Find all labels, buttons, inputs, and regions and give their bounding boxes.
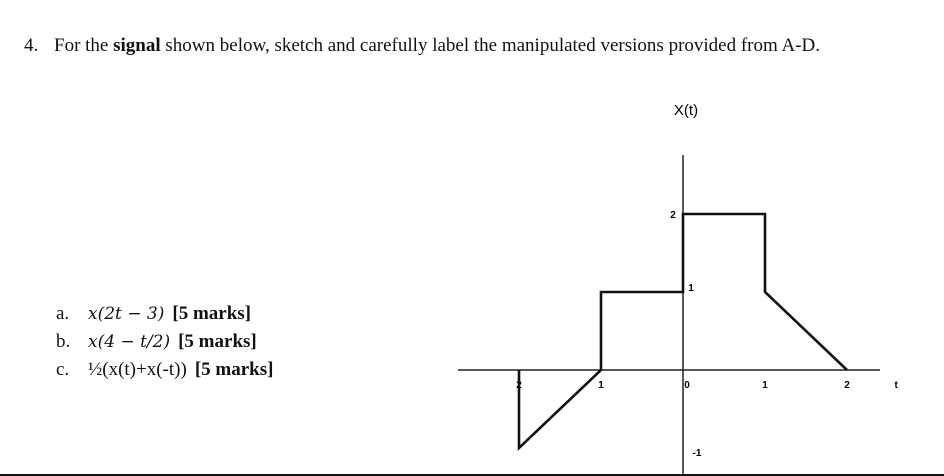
question-text-end: shown below, sketch and carefully label the manipulated versions provided from A-D. xyxy=(160,35,821,56)
y-tick-label: -1 xyxy=(692,448,702,459)
question-number: 4. xyxy=(24,35,39,56)
part-expression: x(4 − t/2) xyxy=(88,332,171,352)
part-expression: x(2t − 3) xyxy=(88,304,165,324)
part-label: b. xyxy=(56,331,71,352)
part-marks: [5 marks] xyxy=(194,359,274,380)
x-tick-label: 2 xyxy=(516,380,522,391)
x-tick-label: 2 xyxy=(844,380,850,391)
part-label: a. xyxy=(56,303,70,324)
x-tick-label: t xyxy=(894,380,898,391)
x-tick-label: 1 xyxy=(598,380,604,391)
x-tick-label: 1 xyxy=(762,380,768,391)
part-expression: ½(x(t)+x(-t)) xyxy=(88,359,187,380)
part-label: c. xyxy=(56,359,70,380)
y-tick-label: 2 xyxy=(670,210,676,221)
x-tick-label: 0 xyxy=(684,380,690,391)
y-tick-label: 1 xyxy=(688,283,694,294)
plot-title: X(t) xyxy=(673,102,699,119)
question-text-bold: signal xyxy=(113,35,161,56)
part-marks: [5 marks] xyxy=(178,331,257,352)
question-text-start: For the xyxy=(54,35,114,56)
part-marks: [5 marks] xyxy=(172,303,252,324)
